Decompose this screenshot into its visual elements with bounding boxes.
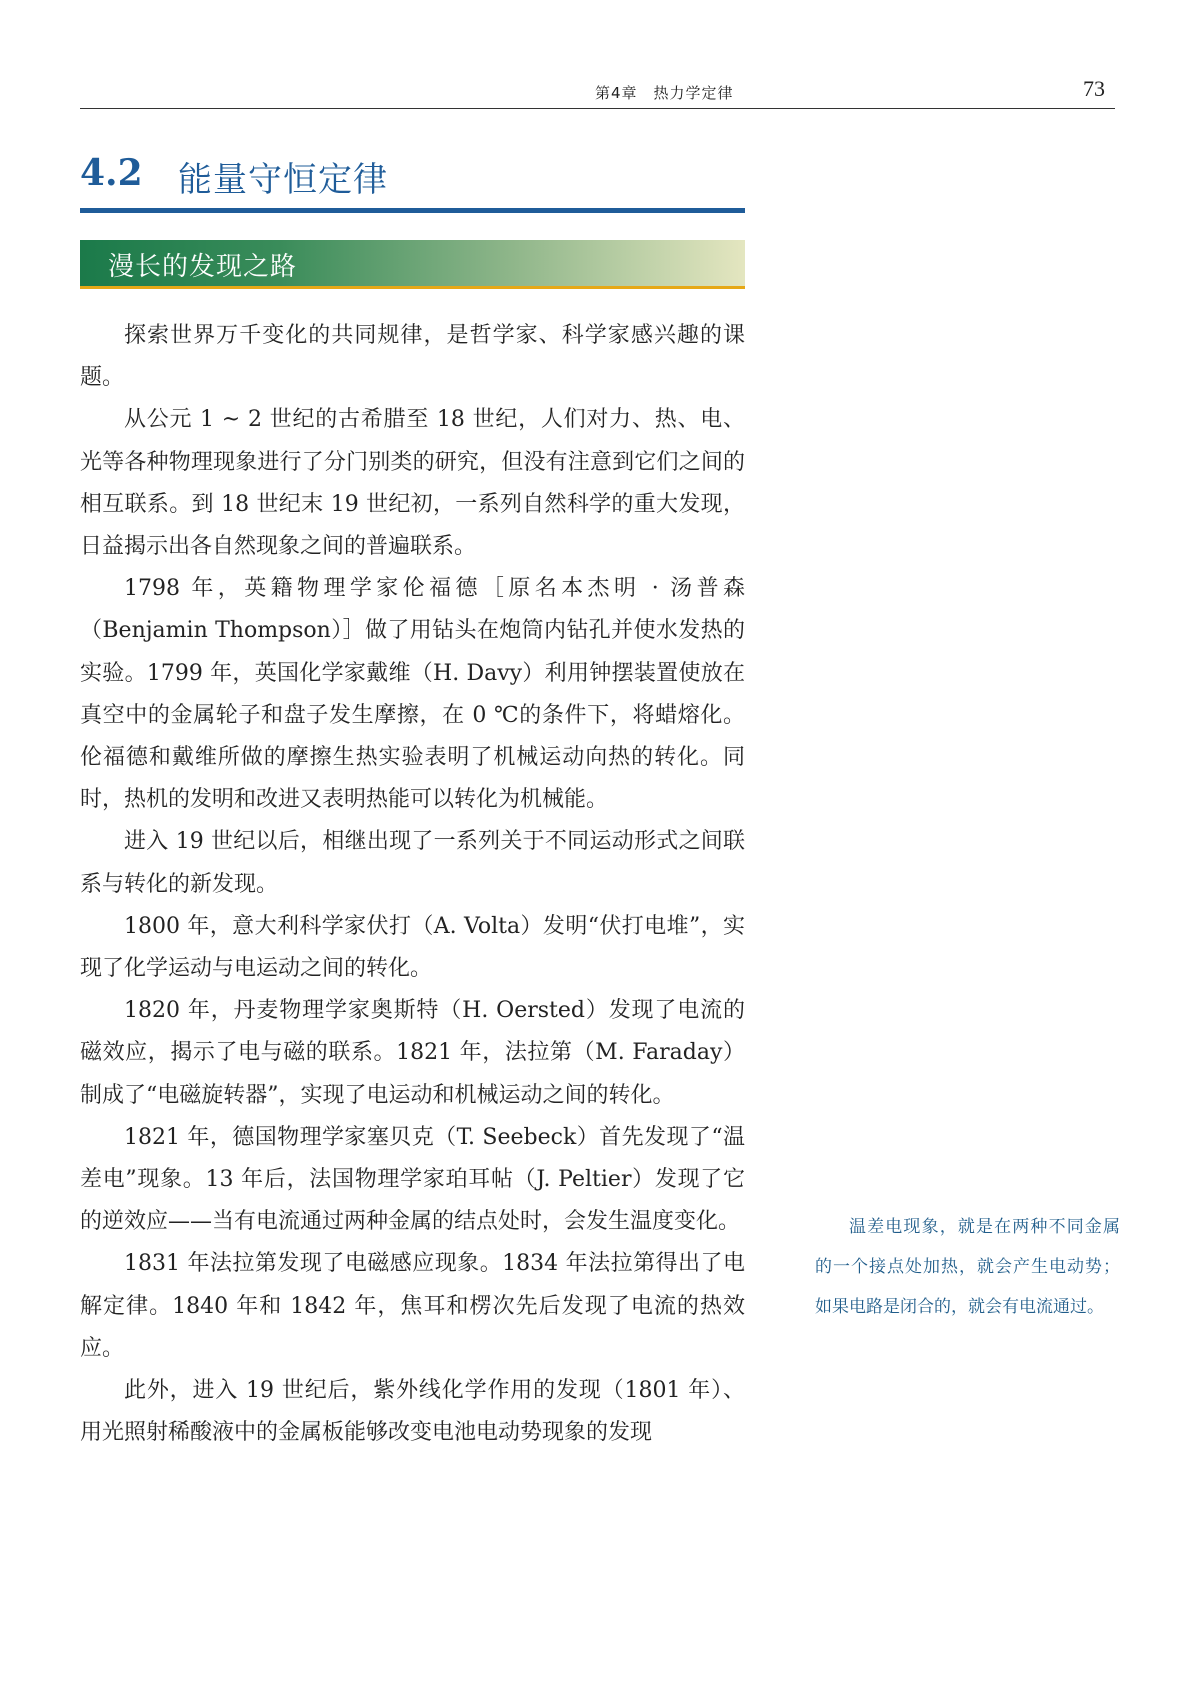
section-number: 4.2 xyxy=(80,152,143,194)
paragraph: 1831 年法拉第发现了电磁感应现象。1834 年法拉第得出了电解定律。1840 年和 1842 年，焦耳和楞次先后发现了电流的热效应。 xyxy=(80,1251,745,1361)
paragraph: 1821 年，德国物理学家塞贝克（T. Seebeck）首先发现了“温差电”现象。13 年后，法国物理学家珀耳帖（J. Peltier）发现了它的逆效应——当有电流通过两种金属的结点处时，会发生温度变化。 xyxy=(80,1124,745,1235)
chapter-label: 第4章 热力学定律 xyxy=(595,84,734,102)
paragraph: 进入 19 世纪以后，相继出现了一系列关于不同运动形式之间联系与转化的新发现。 xyxy=(80,829,745,897)
paragraph: 从公元 1 ~ 2 世纪的古希腊至 18 世纪，人们对力、热、电、光等各种物理现象进行了分门别类的研究，但没有注意到它们之间的相互联系。到 18 世纪末 19 世纪初，一系列自然科学的重大发现，日益揭示出各自然现象之间的普遍联系。 xyxy=(80,407,745,560)
paragraph: 1800 年，意大利科学家伏打（A. Volta）发明“伏打电堆”，实现了化学运动与电运动之间的转化。 xyxy=(80,913,745,982)
subsection-banner xyxy=(80,240,745,289)
paragraph: 此外，进入 19 世纪后，紫外线化学作用的发现（1801 年）、用光照射稀酸液中的金属板能够改变电池电动势现象的发现 xyxy=(80,1378,745,1446)
subsection-title: 漫长的发现之路 xyxy=(108,252,298,282)
paragraph: 探索世界万千变化的共同规律，是哲学家、科学家感兴趣的课题。 xyxy=(80,323,745,391)
margin-note: 温差电现象，就是在两种不同金属的一个接点处加热，就会产生电动势；如果电路是闭合的，就会有电流通过。 xyxy=(815,1217,1120,1317)
paragraph: 1820 年，丹麦物理学家奥斯特（H. Oersted）发现了电流的磁效应，揭示了电与磁的联系。1821 年，法拉第（M. Faraday）制成了“电磁旋转器”，实现了电运动和机械运动之间的转化。 xyxy=(80,998,745,1108)
paragraph: 1798 年，英籍物理学家伦福德［原名本杰明 · 汤普森（Benjamin Thompson）］做了用钻头在炮筒内钻孔并使水发热的实验。1799 年，英国化学家戴维（H. Davy）利用钟摆装置使放在真空中的金属轮子和盘子发生摩擦，在 0 ℃的条件下，将蜡熔化。伦福德和戴维所做的摩擦生热实验表明了机械运动向热的转化。同时，热机的发明和改进又表明热能可以转化为机械能。 xyxy=(80,576,745,813)
page-number: 73 xyxy=(1083,76,1105,101)
section-title: 能量守恒定律 xyxy=(178,160,388,200)
section-heading xyxy=(80,148,745,213)
running-header xyxy=(80,72,1115,109)
body-text xyxy=(80,315,745,1454)
